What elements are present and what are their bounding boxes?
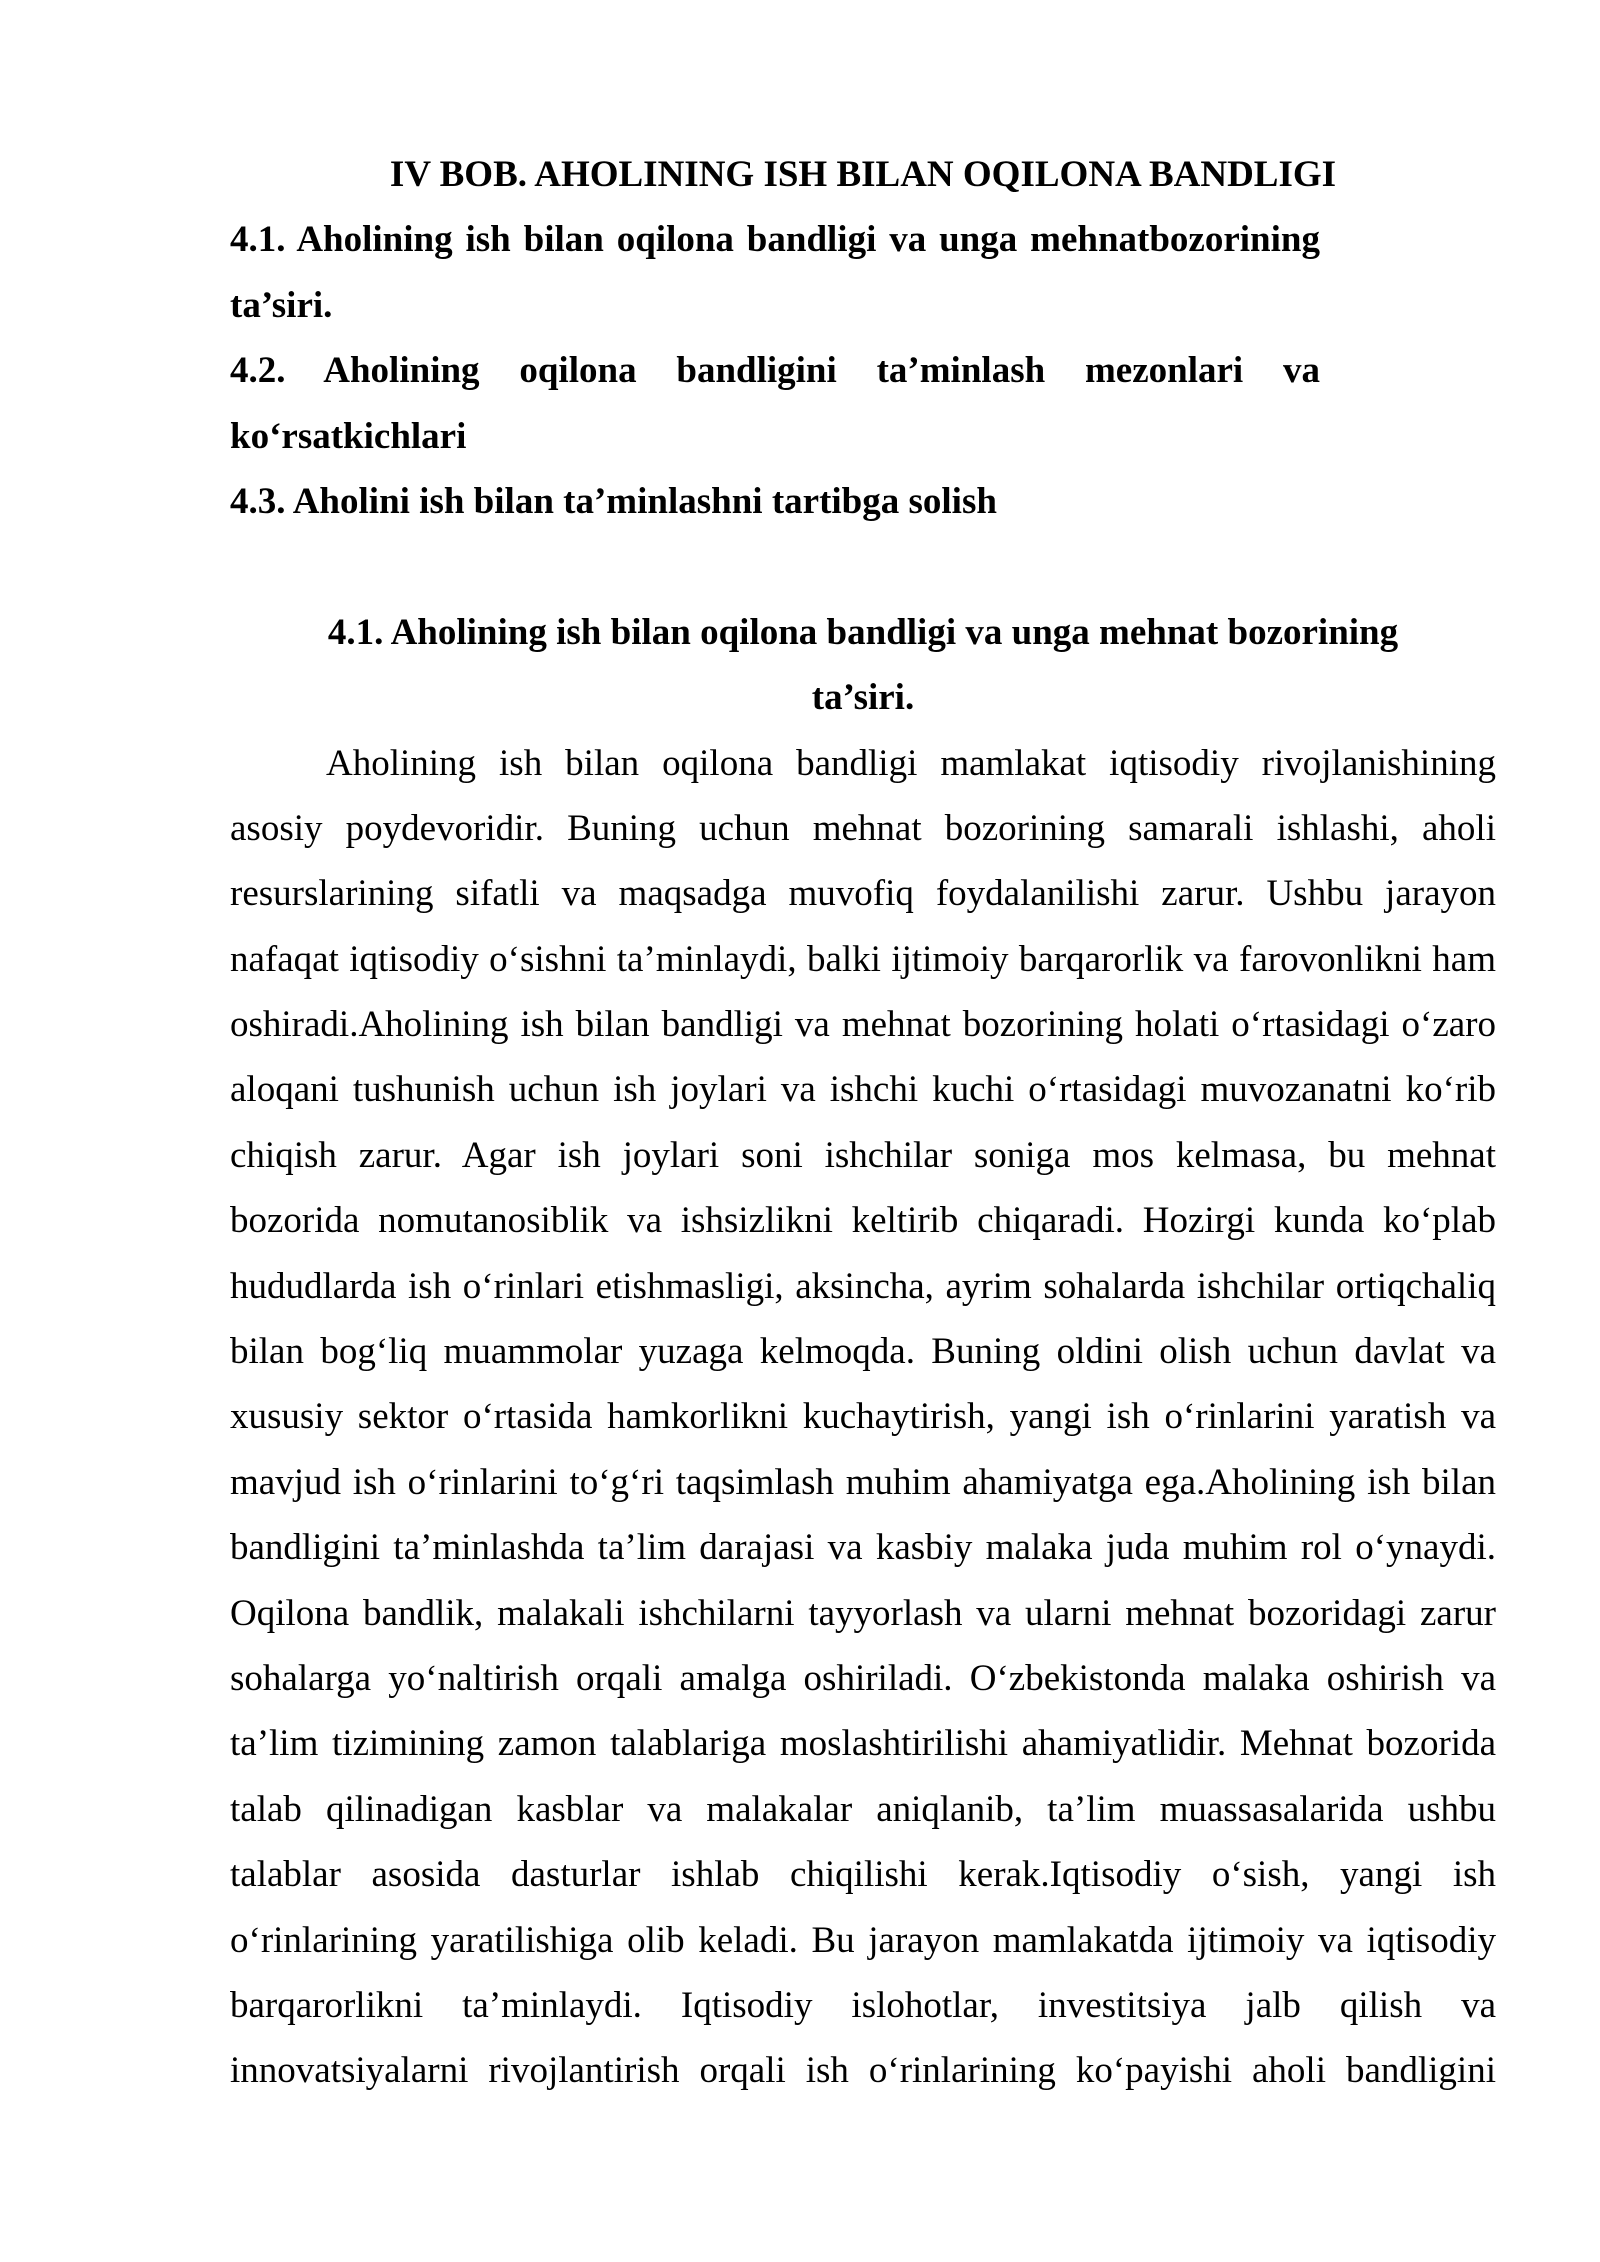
- body-line: asosiy poydevoridir. Buning uchun mehnat bozorining samarali ishlashi, aholi: [230, 807, 1496, 849]
- body-line: oshiradi.Aholining ish bilan bandligi va mehnat bozorining holati o‘rtasidagi o‘zaro: [230, 1004, 1496, 1046]
- section-heading: [230, 600, 1496, 731]
- body-line: bozorida nomutanosiblik va ishsizlikni keltirib chiqaradi. Hozirgi kunda ko‘plab: [230, 1200, 1496, 1242]
- section-heading-line: 4.1. Aholining ish bilan oqilona bandligi va unga mehnat bozorining: [327, 611, 1399, 653]
- section-heading-line: ta’siri.: [811, 677, 915, 719]
- body-line: bilan bog‘liq muammolar yuzaga kelmoqda. Buning oldini olish uchun davlat va: [230, 1331, 1496, 1373]
- toc-item-4-1-line: ta’siri.: [230, 284, 333, 326]
- body-paragraph: [230, 731, 1496, 2104]
- body-line: resurslarining sifatli va maqsadga muvofiq foydalanilishi zarur. Ushbu jarayon: [230, 873, 1496, 915]
- body-line: bandligini ta’minlashda ta’lim darajasi va kasbiy malaka juda muhim rol o‘ynaydi.: [230, 1527, 1496, 1569]
- toc-item-4-1-line: 4.1. Aholining ish bilan oqilona bandligi va unga mehnatbozorining: [230, 219, 1320, 261]
- body-line: talab qilinadigan kasblar va malakalar aniqlanib, ta’lim muassasalarida ushbu: [230, 1788, 1496, 1830]
- body-line: xususiy sektor o‘rtasida hamkorlikni kuchaytirish, yangi ish o‘rinlarini yaratish va: [230, 1396, 1496, 1438]
- body-line: innovatsiyalarni rivojlantirish orqali ish o‘rinlarining ko‘payishi aholi bandligini: [230, 2050, 1496, 2092]
- body-line: o‘rinlarining yaratilishiga olib keladi. Bu jarayon mamlakatda ijtimoiy va iqtisodiy: [230, 1919, 1496, 1961]
- body-line: mavjud ish o‘rinlarini to‘g‘ri taqsimlash muhim ahamiyatga ega.Aholining ish bilan: [230, 1461, 1496, 1503]
- body-line: ta’lim tizimining zamon talablariga moslashtirilishi ahamiyatlidir. Mehnat bozorida: [230, 1723, 1496, 1765]
- chapter-title: IV BOB. AHOLINING ISH BILAN OQILONA BANDLIGI: [389, 154, 1337, 195]
- body-line: chiqish zarur. Agar ish joylari soni ishchilar soniga mos kelmasa, bu mehnat: [230, 1134, 1496, 1176]
- toc-item-4-3-line: 4.3. Aholini ish bilan ta’minlashni tartibga solish: [230, 480, 997, 522]
- toc-item-4-2-line: ko‘rsatkichlari: [230, 415, 467, 457]
- body-line: barqarorlikni ta’minlaydi. Iqtisodiy islohotlar, investitsiya jalb qilish va: [230, 1984, 1496, 2026]
- body-line: Oqilona bandlik, malakali ishchilarni tayyorlash va ularni mehnat bozoridagi zarur: [230, 1592, 1496, 1634]
- chapter-contents: [230, 207, 1320, 534]
- page-content: [230, 142, 1496, 2104]
- body-line: nafaqat iqtisodiy o‘sishni ta’minlaydi, balki ijtimoiy barqarorlik va farovonlikni ham: [230, 938, 1496, 980]
- body-line: aloqani tushunish uchun ish joylari va ishchi kuchi o‘rtasidagi muvozanatni ko‘rib: [230, 1069, 1496, 1111]
- body-line: sohalarga yo‘naltirish orqali amalga oshiriladi. O‘zbekistonda malaka oshirish va: [230, 1657, 1496, 1699]
- blank-line: [230, 534, 1496, 599]
- toc-item-4-2-line: 4.2. Aholining oqilona bandligini ta’minlash mezonlari va: [230, 350, 1320, 392]
- body-line: hududlarda ish o‘rinlari etishmasligi, aksincha, ayrim sohalarda ishchilar ortiqchaliq: [230, 1265, 1496, 1307]
- body-line: Aholining ish bilan oqilona bandligi mamlakat iqtisodiy rivojlanishining: [326, 742, 1496, 784]
- body-line: talablar asosida dasturlar ishlab chiqilishi kerak.Iqtisodiy o‘sish, yangi ish: [230, 1854, 1496, 1896]
